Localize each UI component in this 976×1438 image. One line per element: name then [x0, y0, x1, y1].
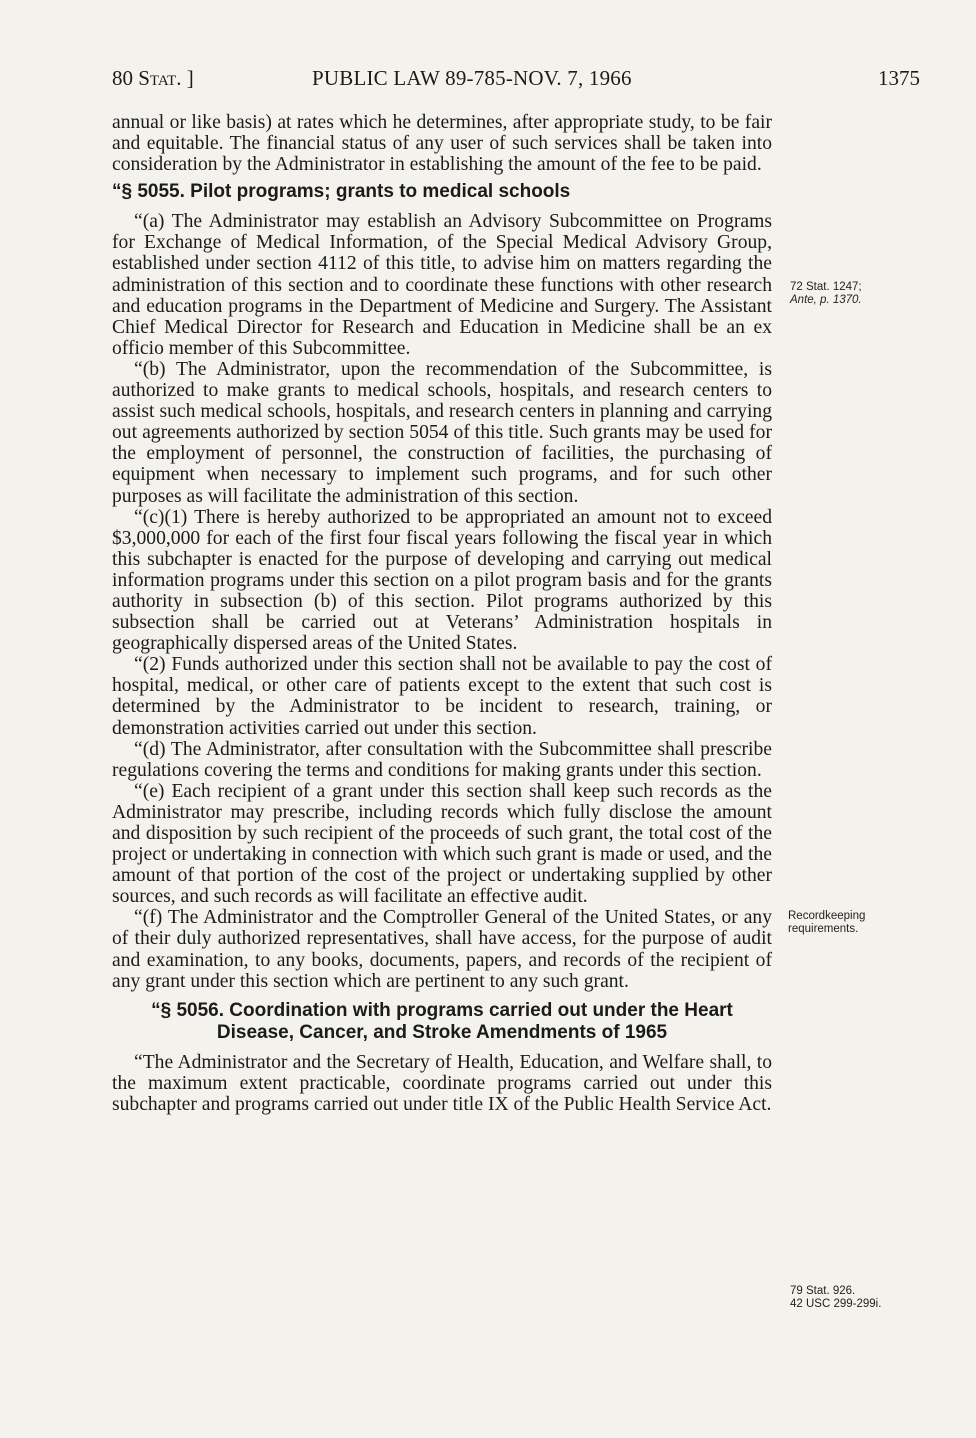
paragraph-d: “(d) The Administrator, after consultation with the Subcommittee shall prescribe regulations covering the terms and conditions for making grants under this section.	[112, 738, 772, 781]
paragraph-a: “(a) The Administrator may establish an Advisory Subcommittee on Programs for Exchange of Medical Information, of the Special Medical Advisory Group, established under section 4112 of this title, to advise him on matters regarding the administration of this section and to coordinate these functions with other research and education programs in the Department of Medicine and Surgery. The Assistant Chief Medical Director for Research and Education in Medicine shall be an ex officio member of this Subcommittee.	[112, 211, 772, 359]
running-header	[112, 66, 920, 98]
section-5056-body: “The Administrator and the Secretary of Health, Education, and Welfare shall, to the maximum extent practicable, coordinate programs carried out under this subchapter and programs carried out under title IX of the Public Health Service Act.	[112, 1051, 772, 1115]
intro-paragraph: annual or like basis) at rates which he determines, after appropriate study, to be fair and equitable. The financial status of any user of such services shall be taken into consideration by the Administrator in establishing the amount of the fee to be paid.	[112, 112, 772, 176]
header-title: PUBLIC LAW 89-785-NOV. 7, 1966	[312, 66, 632, 90]
page-number: 1375	[878, 66, 920, 90]
section-5055-heading: “§ 5055. Pilot programs; grants to medical schools	[112, 181, 571, 203]
paragraph-c1: “(c)(1) There is hereby authorized to be appropriated an amount not to exceed $3,000,000 for each of the first four fiscal years following the fiscal year in which this subchapter is enacted for the purpose of developing and carrying out medical information programs under this section on a pilot program basis and for the grants authority in subsection (b) of this section. Pilot programs authorized by this subsection shall be carried out at Veterans’ Administration hospitals in geographically dispersed areas of the United States.	[112, 506, 772, 655]
margin-note-line: requirements.	[788, 923, 859, 935]
margin-note-line: 72 Stat. 1247;	[790, 281, 862, 293]
section-5056-heading: “§ 5056. Coordination with programs carried out under the Heart Disease, Cancer, and Stroke Amendments of 1965	[151, 999, 733, 1043]
margin-note-line: Recordkeeping	[788, 910, 866, 922]
paragraph-f: “(f) The Administrator and the Comptroller General of the United States, or any of their duly authorized representatives, shall have access, for the purpose of audit and examination, to any books, documents, papers, and records of the recipient of any grant under this section which are pertinent to any such grant.	[112, 907, 772, 992]
paragraph-e: “(e) Each recipient of a grant under this section shall keep such records as the Administrator may prescribe, including records which fully disclose the amount and disposition by such recipient of the proceeds of such grant, the total cost of the project or undertaking in connection with which such grant is made or used, and the amount of that portion of the cost of the project or undertaking supplied by other sources, and such records as will facilitate an effective audit.	[112, 780, 772, 908]
paragraph-b: “(b) The Administrator, upon the recommendation of the Subcommittee, is authorized to make grants to medical schools, hospitals, and research centers to assist such medical schools, hospitals, and research centers in planning and carrying out agreements authorized by section 5054 of this title. Such grants may be used for the employment of personnel, the construction of facilities, the purchasing of equipment when necessary to implement such programs, and for such other purposes as will facilitate the administration of this section.	[112, 358, 772, 507]
margin-note-citation-1	[790, 281, 940, 307]
margin-note-recordkeeping	[788, 910, 938, 936]
margin-note-line: Ante, p. 1370.	[790, 294, 862, 306]
margin-note-line: 79 Stat. 926.	[790, 1285, 856, 1297]
main-text	[112, 112, 772, 1115]
header-volume: 80 Stat. ]	[112, 66, 194, 90]
paragraph-c2: “(2) Funds authorized under this section shall not be available to pay the cost of hospital, medical, or other care of patients except to the extent that such cost is determined by the Administrator to be incident to research, training, or demonstration activities carried out under this section.	[112, 654, 772, 739]
margin-note-citation-2	[790, 1285, 940, 1311]
margin-note-line: 42 USC 299-299i.	[790, 1298, 882, 1310]
